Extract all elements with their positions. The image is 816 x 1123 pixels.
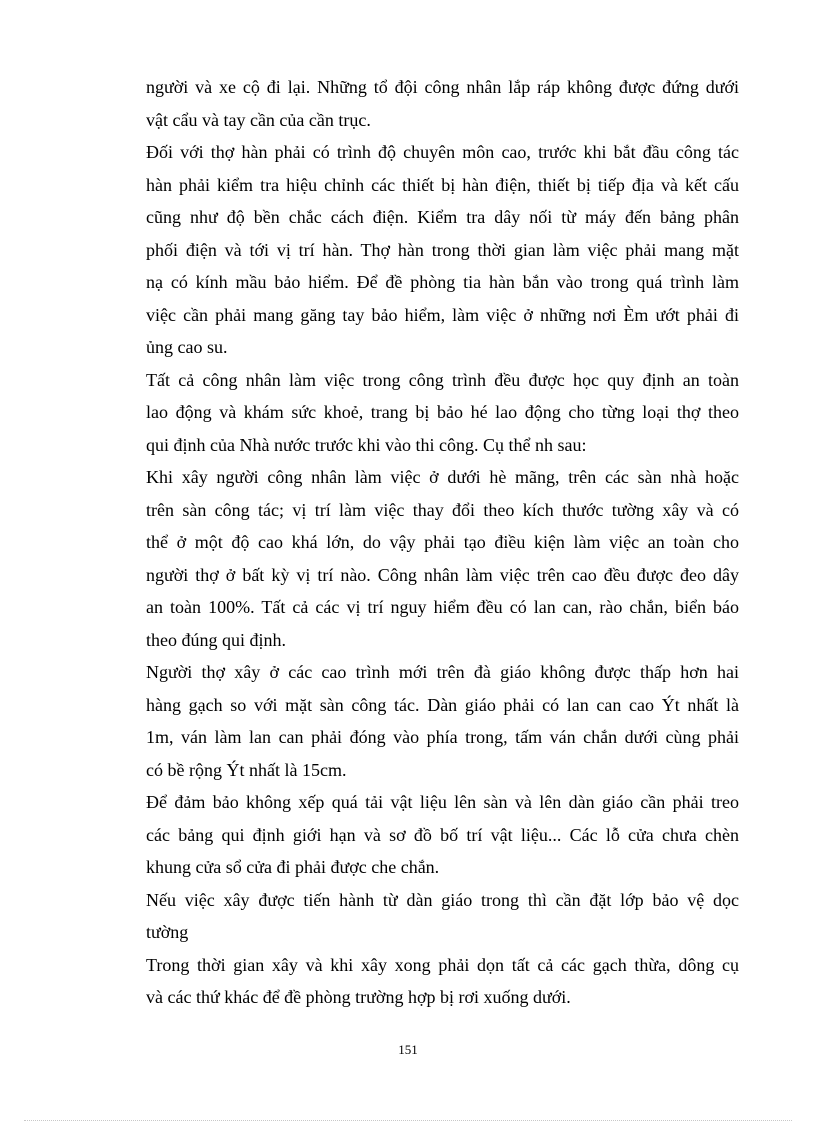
body-text-line: cũng như độ bền chắc cách điện. Kiểm tra dây nối từ máy đến bảng phân: [146, 207, 739, 227]
body-text-line: 1m, ván làm lan can phải đóng vào phía trong, tấm ván chắn dưới cùng phải: [146, 727, 739, 747]
body-text-line: người thợ ở bất kỳ vị trí nào. Công nhân làm việc trên cao đều được đeo dây: [146, 565, 739, 585]
body-text-line: việc cần phải mang găng tay bảo hiểm, làm việc ở những nơi Èm ướt phải đi: [146, 305, 739, 325]
body-text-line: qui định của Nhà nước trước khi vào thi công. Cụ thể nh sau:: [146, 435, 587, 455]
bottom-divider: [24, 1120, 792, 1121]
body-text-line: Đối với thợ hàn phải có trình độ chuyên môn cao, trước khi bắt đầu công tác: [146, 142, 739, 162]
page-number: 151: [398, 1042, 418, 1057]
body-text-line: Trong thời gian xây và khi xây xong phải dọn tất cả các gạch thừa, dông cụ: [146, 955, 739, 975]
body-text-line: phối điện và tới vị trí hàn. Thợ hàn trong thời gian làm việc phải mang mặt: [146, 240, 739, 260]
body-text-line: ủng cao su.: [146, 337, 228, 357]
body-text-line: theo đúng qui định.: [146, 630, 286, 650]
body-text-line: Nếu việc xây được tiến hành từ dàn giáo trong thì cần đặt lớp bảo vệ dọc: [146, 890, 739, 910]
body-text-line: lao động và khám sức khoẻ, trang bị bảo hé lao động cho từng loại thợ theo: [146, 402, 739, 422]
body-text-line: trên sàn công tác; vị trí làm việc thay đổi theo kích thước tường xây và có: [146, 500, 739, 520]
body-text-line: hàn phải kiểm tra hiệu chỉnh các thiết bị hàn điện, thiết bị tiếp địa và kết cấu: [146, 175, 739, 195]
body-text-line: an toàn 100%. Tất cả các vị trí nguy hiểm đều có lan can, rào chắn, biển báo: [146, 597, 739, 617]
body-text-line: khung cửa sổ cửa đi phải được che chắn.: [146, 857, 440, 877]
body-text-line: hàng gạch so với mặt sàn công tác. Dàn giáo phải có lan can cao Ýt nhất là: [146, 695, 739, 715]
body-text-line: có bề rộng Ýt nhất là 15cm.: [146, 760, 347, 780]
body-text-line: các bảng qui định giới hạn và sơ đồ bố trí vật liệu... Các lỗ cửa chưa chèn: [146, 825, 739, 845]
body-text-line: nạ có kính mầu bảo hiểm. Để đề phòng tia hàn bắn vào trong quá trình làm: [146, 272, 739, 292]
body-text-line: Khi xây người công nhân làm việc ở dưới hè mãng, trên các sàn nhà hoặc: [146, 467, 739, 487]
body-text-line: Người thợ xây ở các cao trình mới trên đà giáo không được thấp hơn hai: [146, 662, 739, 682]
body-text-line: Tất cả công nhân làm việc trong công trình đều được học quy định an toàn: [146, 370, 739, 390]
body-text-line: thể ở một độ cao khá lớn, do vậy phải tạo điều kiện làm việc an toàn cho: [146, 532, 739, 552]
body-text-line: tường: [146, 922, 189, 942]
body-text-line: vật cẩu và tay cần của cần trục.: [146, 110, 371, 130]
body-text-line: và các thứ khác để đề phòng trường hợp bị rơi xuống dưới.: [146, 987, 571, 1007]
body-text-line: người và xe cộ đi lại. Những tổ đội công nhân lắp ráp không được đứng dưới: [146, 77, 739, 97]
body-text-line: Để đảm bảo không xếp quá tải vật liệu lên sàn và lên dàn giáo cần phải treo: [146, 792, 739, 812]
